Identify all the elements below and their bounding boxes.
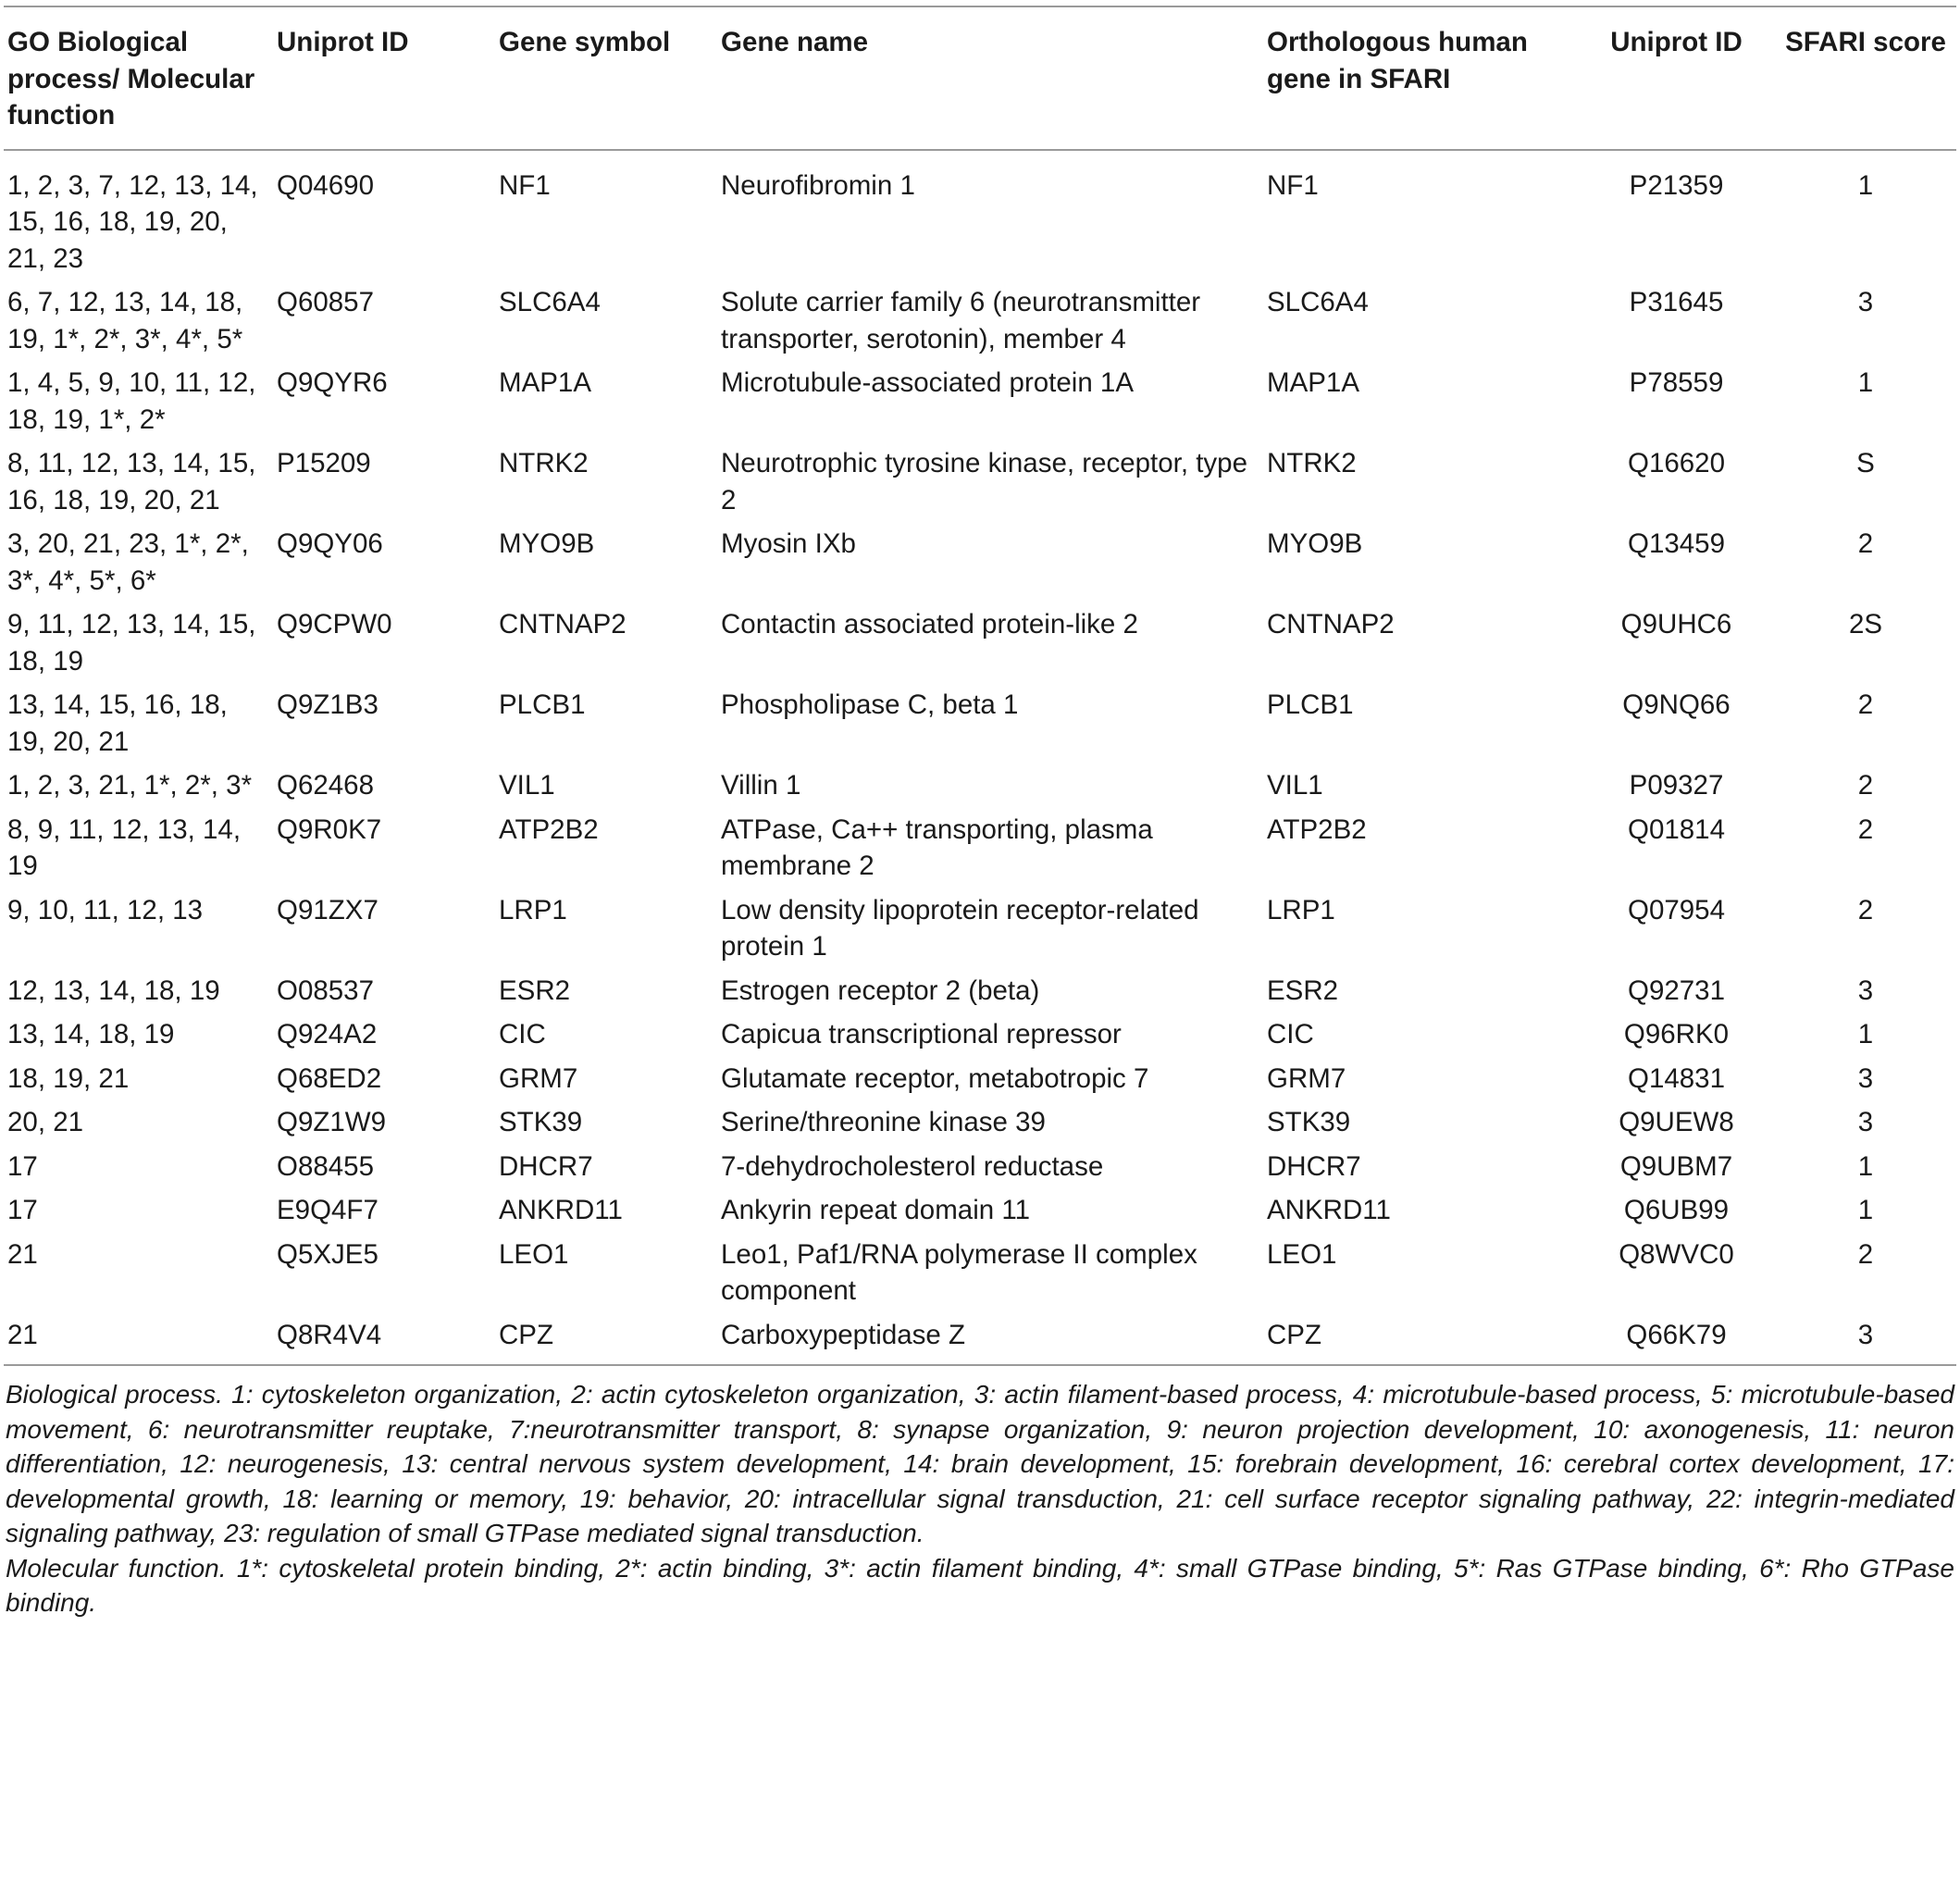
gene-name-cell: 7-dehydrocholesterol reductase: [721, 1150, 1104, 1182]
sfari-score-cell: 1: [1857, 367, 1874, 398]
sfari-score-cell: 3: [1857, 287, 1874, 317]
sfari-score-cell: 3: [1857, 1319, 1874, 1350]
gene-name-cell: Phospholipase C, beta 1: [721, 689, 1019, 720]
uniprot-id-cell: Q9Z1B3: [277, 689, 378, 720]
table-row: [4, 1314, 1956, 1365]
human-gene-cell: ANKRD11: [1267, 1195, 1391, 1225]
human-gene-cell: MYO9B: [1267, 528, 1363, 559]
sfari-score-cell: 3: [1857, 1062, 1874, 1094]
sfari-score-cell: 1: [1857, 169, 1874, 201]
table-row: [4, 523, 1956, 603]
gene-symbol-cell: ESR2: [499, 975, 571, 1006]
human-uniprot-id-cell: Q66K79: [1626, 1319, 1727, 1350]
gene-symbol-cell: NTRK2: [499, 448, 589, 478]
table-row: [4, 150, 1956, 282]
gene-symbol-cell: SLC6A4: [499, 287, 601, 317]
go-terms-cell: 17: [7, 1150, 38, 1182]
gene-name-cell: Estrogen receptor 2 (beta): [721, 975, 1040, 1006]
gene-symbol-cell: CPZ: [499, 1319, 553, 1350]
table-row: [4, 1146, 1956, 1190]
sfari-score-cell: 2: [1857, 528, 1874, 559]
table-row: [4, 281, 1956, 362]
uniprot-id-cell: Q60857: [277, 287, 374, 317]
gene-name-cell: Leo1, Paf1/RNA polymerase II complex component: [721, 1238, 1197, 1306]
table-header-row: [4, 6, 1956, 150]
human-gene-cell: CNTNAP2: [1267, 609, 1395, 640]
sfari-score-cell: S: [1856, 448, 1875, 478]
uniprot-id-cell: Q9QY06: [277, 528, 383, 559]
header-uniprot-id: Uniprot ID: [277, 27, 409, 57]
gene-symbol-cell: ANKRD11: [499, 1195, 623, 1225]
uniprot-id-cell: Q9CPW0: [277, 609, 392, 640]
gene-name-cell: Solute carrier family 6 (neurotransmitter transporter, serotonin), member 4: [721, 287, 1201, 354]
footnote-biological-process: Biological process. 1: cytoskeleton organization, 2: actin cytoskeleton organization, 3: actin filament-based process, 4: microtubule-based process, 5: microtubule-based movement, 6: neurotransmitter reuptake, 7:neurotransmitter transport, 8: synapse organization, 9: neuron projection development, 10: axonogenesis, 11: neuron differentiation, 12: neurogenesis, 13: central nervous system development, 14: brain development, 15: forebrain development, 16: cerebral cortex development, 17: developmental growth, 18: learning or memory, 19: behavior, 20: intracellular signal transduction, 21: cell surface receptor signaling pathway, 22: integrin-mediated signaling pathway, 23: regulation of small GTPase mediated signal transduction.: [6, 1380, 1954, 1547]
gene-name-cell: Low density lipoprotein receptor-related protein 1: [721, 894, 1199, 962]
human-gene-cell: ATP2B2: [1267, 813, 1367, 845]
uniprot-id-cell: Q5XJE5: [277, 1238, 378, 1270]
gene-name-cell: Carboxypeptidase Z: [721, 1319, 966, 1350]
human-uniprot-id-cell: Q9NQ66: [1622, 689, 1731, 720]
go-terms-cell: 21: [7, 1319, 38, 1350]
go-terms-cell: 13, 14, 18, 19: [7, 1019, 175, 1049]
human-gene-cell: STK39: [1267, 1107, 1351, 1137]
gene-name-cell: Glutamate receptor, metabotropic 7: [721, 1062, 1149, 1094]
uniprot-id-cell: Q68ED2: [277, 1062, 382, 1094]
human-gene-cell: NF1: [1267, 169, 1319, 201]
gene-symbol-cell: LEO1: [499, 1238, 569, 1270]
gene-name-cell: Serine/threonine kinase 39: [721, 1107, 1046, 1137]
go-terms-cell: 17: [7, 1195, 38, 1225]
header-human-uniprot-id: Uniprot ID: [1610, 27, 1743, 57]
go-terms-cell: 1, 4, 5, 9, 10, 11, 12, 18, 19, 1*, 2*: [7, 367, 256, 435]
go-terms-cell: 1, 2, 3, 21, 1*, 2*, 3*: [7, 770, 253, 801]
header-go-process: GO Biological process/ Molecular function: [7, 27, 255, 130]
gene-symbol-cell: PLCB1: [499, 689, 586, 720]
human-uniprot-id-cell: P09327: [1629, 770, 1724, 801]
go-terms-cell: 8, 11, 12, 13, 14, 15, 16, 18, 19, 20, 21: [7, 448, 256, 515]
header-gene-symbol: Gene symbol: [499, 27, 671, 57]
human-gene-cell: VIL1: [1267, 770, 1323, 801]
human-uniprot-id-cell: Q6UB99: [1623, 1195, 1730, 1225]
human-gene-cell: CPZ: [1267, 1319, 1321, 1350]
go-terms-cell: 9, 11, 12, 13, 14, 15, 18, 19: [7, 609, 256, 677]
gene-symbol-cell: MYO9B: [499, 528, 595, 559]
table-body: [4, 150, 1956, 1365]
uniprot-id-cell: Q04690: [277, 169, 374, 201]
human-gene-cell: LRP1: [1267, 894, 1335, 925]
sfari-score-cell: 1: [1857, 1150, 1874, 1182]
go-terms-cell: 20, 21: [7, 1107, 84, 1137]
human-uniprot-id-cell: Q14831: [1628, 1062, 1725, 1094]
uniprot-id-cell: Q91ZX7: [277, 894, 378, 925]
human-uniprot-id-cell: P78559: [1629, 367, 1724, 398]
header-orthologous-gene: Orthologous human gene in SFARI: [1267, 27, 1528, 94]
gene-table: [4, 6, 1956, 1364]
table-row: [4, 684, 1956, 764]
table-row: [4, 809, 1956, 889]
sfari-score-cell: 3: [1857, 975, 1874, 1006]
table-row: [4, 1234, 1956, 1314]
gene-name-cell: Neurofibromin 1: [721, 169, 915, 201]
table-footnotes: [4, 1366, 1956, 1621]
human-uniprot-id-cell: P31645: [1629, 287, 1724, 317]
go-terms-cell: 21: [7, 1238, 38, 1270]
sfari-score-cell: 1: [1857, 1195, 1874, 1225]
human-uniprot-id-cell: Q13459: [1628, 528, 1725, 559]
table-row: [4, 442, 1956, 523]
gene-symbol-cell: VIL1: [499, 770, 555, 801]
table-row: [4, 1101, 1956, 1146]
gene-name-cell: Contactin associated protein-like 2: [721, 609, 1138, 640]
header-gene-name: Gene name: [721, 27, 869, 57]
go-terms-cell: 13, 14, 15, 16, 18, 19, 20, 21: [7, 689, 228, 757]
human-uniprot-id-cell: Q07954: [1628, 894, 1725, 925]
table-row: [4, 764, 1956, 809]
sfari-score-cell: 2: [1857, 894, 1874, 925]
gene-name-cell: Villin 1: [721, 770, 801, 801]
human-gene-cell: DHCR7: [1267, 1150, 1361, 1182]
human-uniprot-id-cell: Q8WVC0: [1619, 1238, 1734, 1270]
go-terms-cell: 3, 20, 21, 23, 1*, 2*, 3*, 4*, 5*, 6*: [7, 528, 249, 596]
human-gene-cell: ESR2: [1267, 975, 1339, 1006]
human-gene-cell: CIC: [1267, 1019, 1314, 1049]
gene-symbol-cell: MAP1A: [499, 367, 592, 398]
human-uniprot-id-cell: Q01814: [1628, 813, 1725, 845]
go-terms-cell: 8, 9, 11, 12, 13, 14, 19: [7, 813, 242, 881]
table-row: [4, 970, 1956, 1014]
human-gene-cell: GRM7: [1267, 1062, 1346, 1094]
human-gene-cell: NTRK2: [1267, 448, 1357, 478]
table-row: [4, 1013, 1956, 1058]
gene-symbol-cell: CIC: [499, 1019, 546, 1049]
sfari-score-cell: 2: [1857, 689, 1874, 720]
gene-symbol-cell: DHCR7: [499, 1150, 593, 1182]
sfari-score-cell: 2: [1857, 1238, 1874, 1270]
gene-name-cell: Ankyrin repeat domain 11: [721, 1195, 1030, 1225]
human-gene-cell: PLCB1: [1267, 689, 1354, 720]
gene-name-cell: Neurotrophic tyrosine kinase, receptor, type 2: [721, 448, 1247, 515]
sfari-score-cell: 1: [1857, 1019, 1874, 1049]
gene-symbol-cell: GRM7: [499, 1062, 578, 1094]
table-row: [4, 1189, 1956, 1234]
table-row: [4, 362, 1956, 442]
uniprot-id-cell: O88455: [277, 1150, 374, 1182]
gene-symbol-cell: STK39: [499, 1107, 583, 1137]
human-uniprot-id-cell: Q92731: [1628, 975, 1725, 1006]
human-uniprot-id-cell: Q96RK0: [1623, 1019, 1730, 1049]
table-row: [4, 1058, 1956, 1102]
header-sfari-score: SFARI score: [1785, 27, 1946, 57]
human-uniprot-id-cell: Q16620: [1628, 448, 1725, 478]
human-uniprot-id-cell: P21359: [1629, 169, 1724, 201]
go-terms-cell: 9, 10, 11, 12, 13: [7, 894, 204, 925]
go-terms-cell: 6, 7, 12, 13, 14, 18, 19, 1*, 2*, 3*, 4*, 5*: [7, 287, 243, 354]
go-terms-cell: 12, 13, 14, 18, 19: [7, 975, 220, 1006]
uniprot-id-cell: Q8R4V4: [277, 1319, 382, 1350]
human-gene-cell: MAP1A: [1267, 367, 1360, 398]
go-terms-cell: 18, 19, 21: [7, 1062, 130, 1094]
uniprot-id-cell: O08537: [277, 975, 374, 1006]
gene-symbol-cell: NF1: [499, 169, 551, 201]
uniprot-id-cell: P15209: [277, 448, 371, 478]
uniprot-id-cell: Q9R0K7: [277, 813, 382, 845]
go-terms-cell: 1, 2, 3, 7, 12, 13, 14, 15, 16, 18, 19, 20, 21, 23: [7, 169, 258, 274]
table-row: [4, 889, 1956, 970]
gene-name-cell: Capicua transcriptional repressor: [721, 1019, 1122, 1049]
gene-name-cell: Myosin IXb: [721, 528, 856, 559]
uniprot-id-cell: Q924A2: [277, 1019, 378, 1049]
gene-symbol-cell: ATP2B2: [499, 813, 599, 845]
gene-symbol-cell: LRP1: [499, 894, 567, 925]
sfari-score-cell: 2S: [1848, 609, 1883, 640]
table-row: [4, 603, 1956, 684]
human-gene-cell: SLC6A4: [1267, 287, 1369, 317]
human-gene-cell: LEO1: [1267, 1238, 1337, 1270]
human-uniprot-id-cell: Q9UHC6: [1620, 609, 1732, 640]
uniprot-id-cell: Q9QYR6: [277, 367, 388, 398]
uniprot-id-cell: E9Q4F7: [277, 1195, 378, 1225]
footnote-molecular-function: Molecular function. 1*: cytoskeletal protein binding, 2*: actin binding, 3*: actin filament binding, 4*: small GTPase binding, 5*: Ras GTPase binding, 6*: Rho GTPase binding.: [6, 1553, 1954, 1617]
gene-name-cell: Microtubule-associated protein 1A: [721, 367, 1135, 398]
sfari-score-cell: 3: [1857, 1107, 1874, 1137]
gene-symbol-cell: CNTNAP2: [499, 609, 626, 640]
human-uniprot-id-cell: Q9UEW8: [1619, 1107, 1734, 1137]
sfari-score-cell: 2: [1857, 770, 1874, 801]
uniprot-id-cell: Q62468: [277, 770, 374, 801]
human-uniprot-id-cell: Q9UBM7: [1619, 1150, 1733, 1182]
gene-name-cell: ATPase, Ca++ transporting, plasma membrane 2: [721, 813, 1153, 881]
sfari-score-cell: 2: [1857, 813, 1874, 845]
uniprot-id-cell: Q9Z1W9: [277, 1107, 387, 1137]
